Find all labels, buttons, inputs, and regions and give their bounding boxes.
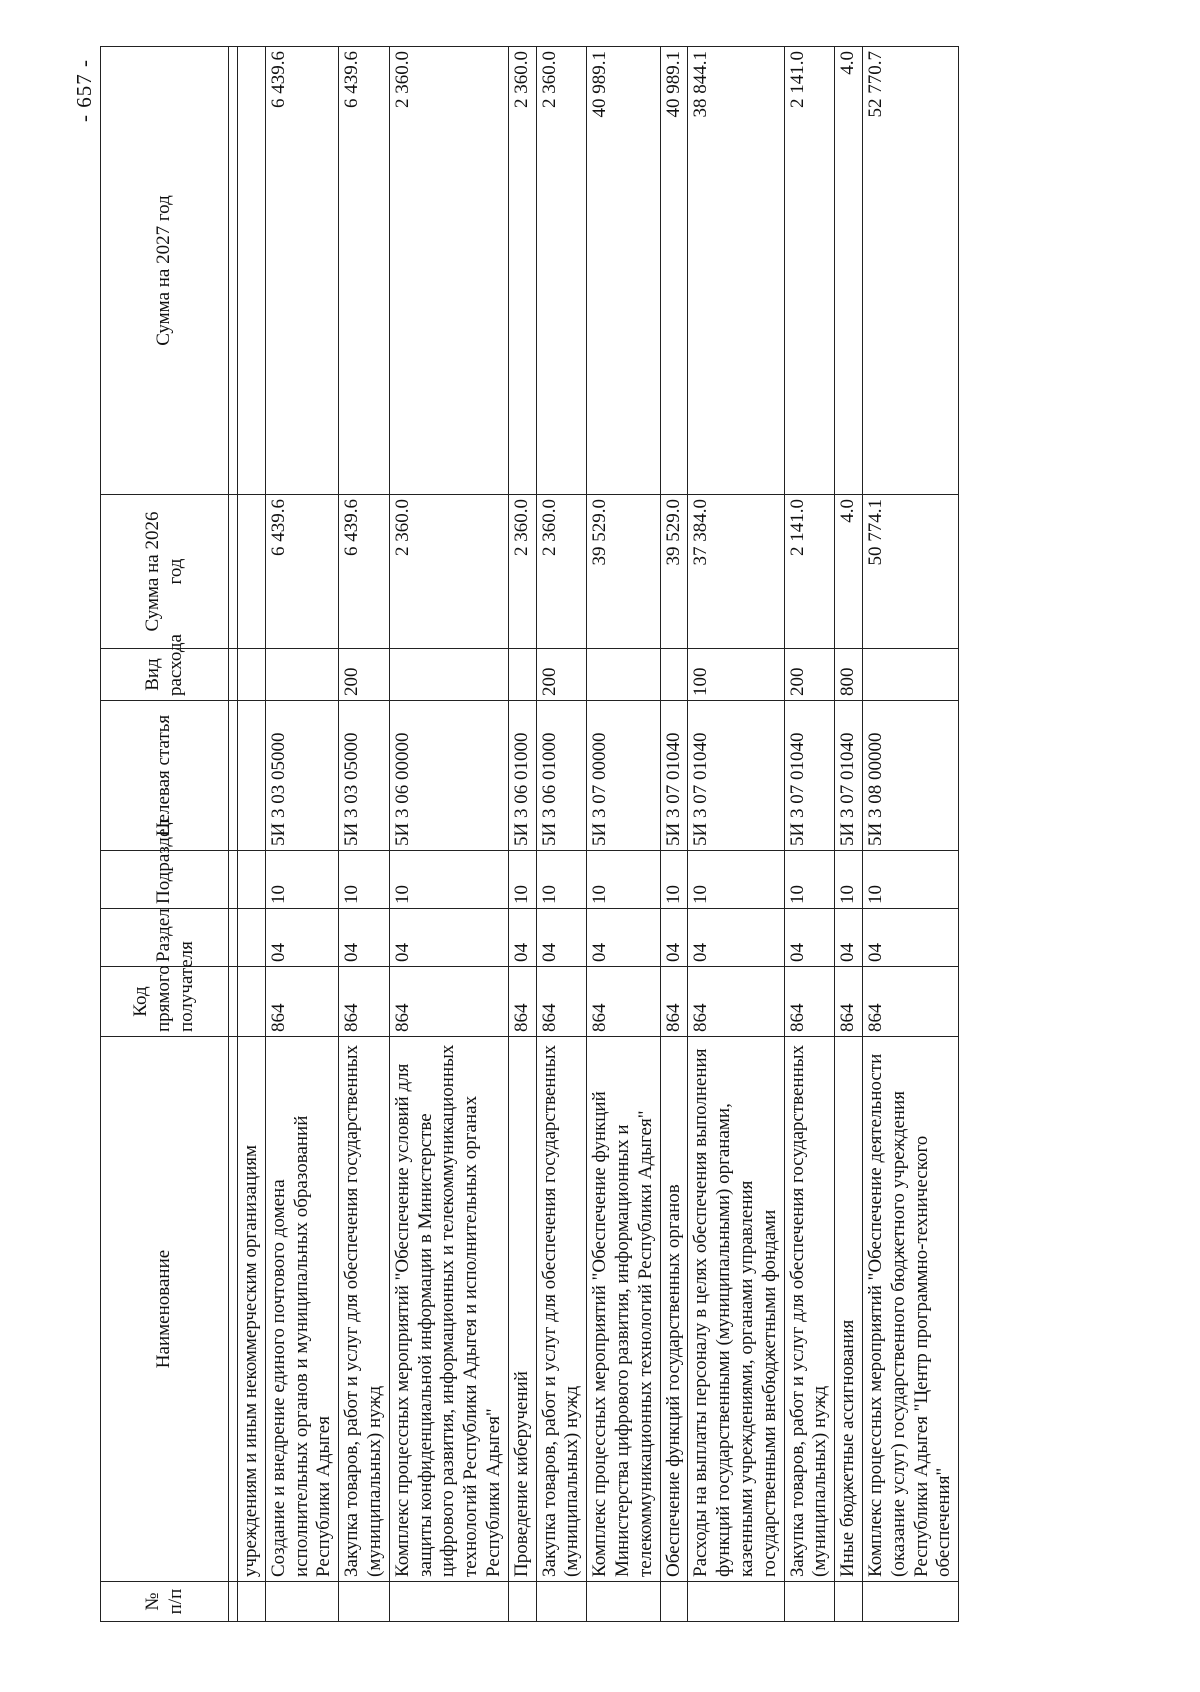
cell-name: Расходы на выплаты персоналу в целях обеспечения выполнения функций государственными (муниципальными) органами, казенными учреждениями, органами управления государственными внебюджетными фондами <box>688 1037 784 1582</box>
cell-sum-2026: 2 141.0 <box>784 495 835 649</box>
cell-code: 864 <box>660 967 688 1037</box>
cell-num <box>587 1582 660 1622</box>
table-body <box>238 47 959 1622</box>
cell-sum-2027: 6 439.6 <box>339 47 390 495</box>
table-header-row <box>101 47 229 1622</box>
cell-vid: 800 <box>835 649 863 701</box>
cell-celevaya: 5И 3 07 01040 <box>660 701 688 851</box>
cell-name: Комплекс процессных мероприятий "Обеспечение условий для защиты конфиденциальной информации в Министерстве цифрового развития, информационных и телекоммуникационных технологий Республики Адыгея и исполнительных органах Республики Адыгея" <box>389 1037 508 1582</box>
cell-vid <box>389 649 508 701</box>
table-row <box>688 47 784 1622</box>
cell-sum-2026: 2 360.0 <box>508 495 536 649</box>
cell-razdel: 04 <box>862 909 958 967</box>
cell-razdel: 04 <box>688 909 784 967</box>
cell-num <box>835 1582 863 1622</box>
cell-num <box>688 1582 784 1622</box>
cell-name: Проведение киберучений <box>508 1037 536 1582</box>
cell-celevaya: 5И 3 07 01040 <box>784 701 835 851</box>
cell-sum-2026: 39 529.0 <box>587 495 660 649</box>
cell-razdel: 04 <box>339 909 390 967</box>
cell-vid <box>508 649 536 701</box>
cell-vid: 200 <box>339 649 390 701</box>
cell-num <box>862 1582 958 1622</box>
cell-podrazdel: 10 <box>835 851 863 909</box>
cell-sum-2027: 52 770.7 <box>862 47 958 495</box>
cell-code: 864 <box>265 967 338 1037</box>
cell-code: 864 <box>389 967 508 1037</box>
cell-celevaya: 5И 3 06 00000 <box>389 701 508 851</box>
cell-name: Создание и внедрение единого почтового домена исполнительных органов и муниципальных образований Республики Адыгея <box>265 1037 338 1582</box>
cell-podrazdel: 10 <box>784 851 835 909</box>
cell-num <box>265 1582 338 1622</box>
cell-sum-2027: 2 360.0 <box>389 47 508 495</box>
cell-sum-2026: 6 439.6 <box>339 495 390 649</box>
table-row <box>835 47 863 1622</box>
cell-vid <box>238 649 266 701</box>
cell-podrazdel: 10 <box>508 851 536 909</box>
table-row <box>508 47 536 1622</box>
cell-razdel: 04 <box>389 909 508 967</box>
header-name: Наименование <box>101 1037 229 1582</box>
cell-celevaya: 5И 3 06 01000 <box>508 701 536 851</box>
cell-num <box>508 1582 536 1622</box>
cell-celevaya: 5И 3 07 01040 <box>688 701 784 851</box>
cell-razdel: 04 <box>508 909 536 967</box>
cell-vid <box>265 649 338 701</box>
cell-sum-2027: 2 141.0 <box>784 47 835 495</box>
cell-num <box>536 1582 587 1622</box>
cell-celevaya: 5И 3 06 01000 <box>536 701 587 851</box>
cell-num <box>784 1582 835 1622</box>
cell-name: Закупка товаров, работ и услуг для обеспечения государственных (муниципальных) нужд <box>784 1037 835 1582</box>
header-code: Код прямого получателя <box>101 967 229 1037</box>
cell-code: 864 <box>587 967 660 1037</box>
table-row <box>660 47 688 1622</box>
cell-celevaya: 5И 3 07 01040 <box>835 701 863 851</box>
cell-name: Комплекс процессных мероприятий "Обеспечение деятельности (оказание услуг) государственного бюджетного учреждения Республики Адыгея "Центр программно-технического обеспечения" <box>862 1037 958 1582</box>
cell-sum-2027: 40 989.1 <box>660 47 688 495</box>
cell-razdel: 04 <box>660 909 688 967</box>
cell-sum-2027 <box>238 47 266 495</box>
cell-celevaya: 5И 3 03 05000 <box>265 701 338 851</box>
cell-celevaya: 5И 3 08 00000 <box>862 701 958 851</box>
cell-sum-2027: 40 989.1 <box>587 47 660 495</box>
cell-podrazdel: 10 <box>265 851 338 909</box>
cell-name: Комплекс процессных мероприятий "Обеспечение функций Министерства цифрового развития, информационных и телекоммуникационных технологий Республики Адыгея" <box>587 1037 660 1582</box>
cell-num <box>389 1582 508 1622</box>
cell-num <box>339 1582 390 1622</box>
cell-sum-2026: 37 384.0 <box>688 495 784 649</box>
cell-podrazdel: 10 <box>339 851 390 909</box>
cell-code: 864 <box>339 967 390 1037</box>
cell-podrazdel: 10 <box>862 851 958 909</box>
table-row <box>265 47 338 1622</box>
table-row <box>238 47 266 1622</box>
cell-num <box>238 1582 266 1622</box>
cell-sum-2026: 2 360.0 <box>389 495 508 649</box>
header-sum-2026: Сумма на 2026 год <box>101 495 229 649</box>
cell-code: 864 <box>862 967 958 1037</box>
cell-sum-2027: 4.0 <box>835 47 863 495</box>
cell-vid <box>862 649 958 701</box>
cell-sum-2027: 6 439.6 <box>265 47 338 495</box>
cell-razdel: 04 <box>536 909 587 967</box>
header-vid: Вид расхода <box>101 649 229 701</box>
header-spacer-row <box>229 47 238 1622</box>
cell-razdel <box>238 909 266 967</box>
cell-code <box>238 967 266 1037</box>
table-row <box>389 47 508 1622</box>
cell-celevaya: 5И 3 07 00000 <box>587 701 660 851</box>
page-number: - 657 - <box>72 59 96 122</box>
cell-name: Закупка товаров, работ и услуг для обеспечения государственных (муниципальных) нужд <box>536 1037 587 1582</box>
cell-name: Иные бюджетные ассигнования <box>835 1037 863 1582</box>
cell-sum-2027: 38 844.1 <box>688 47 784 495</box>
cell-name: учреждениям и иным некоммерческим организациям <box>238 1037 266 1582</box>
cell-razdel: 04 <box>835 909 863 967</box>
cell-podrazdel: 10 <box>587 851 660 909</box>
budget-table <box>100 46 959 1622</box>
cell-code: 864 <box>784 967 835 1037</box>
cell-sum-2026: 4.0 <box>835 495 863 649</box>
header-num: № п/п <box>101 1582 229 1622</box>
cell-sum-2027: 2 360.0 <box>536 47 587 495</box>
cell-celevaya <box>238 701 266 851</box>
cell-razdel: 04 <box>587 909 660 967</box>
cell-sum-2026: 6 439.6 <box>265 495 338 649</box>
cell-sum-2026: 2 360.0 <box>536 495 587 649</box>
cell-podrazdel: 10 <box>389 851 508 909</box>
header-celevaya: Целевая статья <box>101 701 229 851</box>
cell-name: Закупка товаров, работ и услуг для обеспечения государственных (муниципальных) нужд <box>339 1037 390 1582</box>
cell-code: 864 <box>688 967 784 1037</box>
table-row <box>587 47 660 1622</box>
cell-vid <box>660 649 688 701</box>
cell-code: 864 <box>508 967 536 1037</box>
cell-razdel: 04 <box>784 909 835 967</box>
table-row <box>784 47 835 1622</box>
table-row <box>536 47 587 1622</box>
cell-celevaya: 5И 3 03 05000 <box>339 701 390 851</box>
cell-name: Обеспечение функций государственных органов <box>660 1037 688 1582</box>
cell-podrazdel: 10 <box>536 851 587 909</box>
cell-vid: 100 <box>688 649 784 701</box>
header-razdel: Раздел <box>101 909 229 967</box>
cell-vid <box>587 649 660 701</box>
cell-sum-2026: 39 529.0 <box>660 495 688 649</box>
cell-num <box>660 1582 688 1622</box>
cell-podrazdel: 10 <box>688 851 784 909</box>
cell-vid: 200 <box>784 649 835 701</box>
header-sum-2027: Сумма на 2027 год <box>101 47 229 495</box>
cell-razdel: 04 <box>265 909 338 967</box>
cell-sum-2027: 2 360.0 <box>508 47 536 495</box>
table-row <box>862 47 958 1622</box>
header-podrazdel: Подраздел <box>101 851 229 909</box>
cell-podrazdel <box>238 851 266 909</box>
cell-sum-2026: 50 774.1 <box>862 495 958 649</box>
cell-code: 864 <box>835 967 863 1037</box>
cell-vid: 200 <box>536 649 587 701</box>
cell-sum-2026 <box>238 495 266 649</box>
table-row <box>339 47 390 1622</box>
cell-podrazdel: 10 <box>660 851 688 909</box>
cell-code: 864 <box>536 967 587 1037</box>
